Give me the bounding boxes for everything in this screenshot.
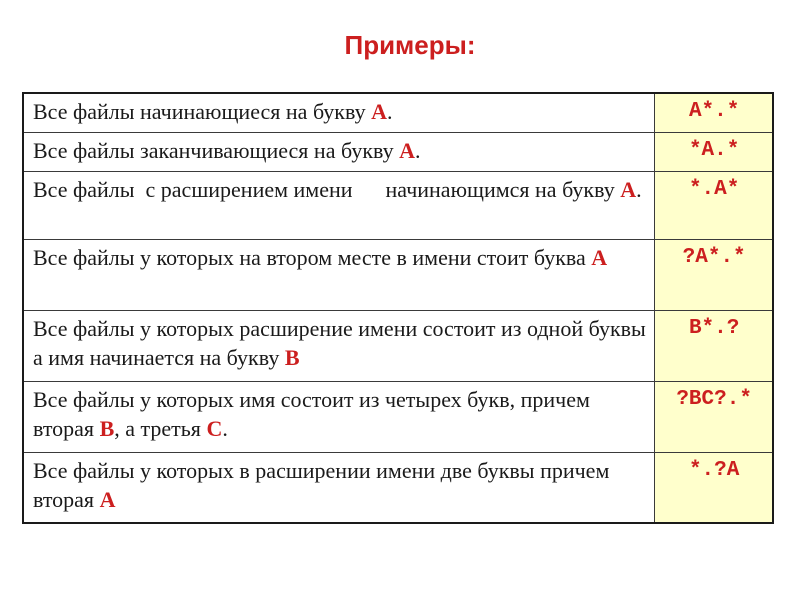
highlight-letter: А	[620, 177, 637, 202]
mask-cell: ?BC?.*	[655, 382, 773, 453]
description-tail: .	[387, 99, 393, 124]
page-title: Примеры:	[344, 30, 476, 60]
description-tail: .	[415, 138, 421, 163]
description-cell	[23, 93, 655, 133]
highlight-letter: А	[371, 99, 388, 124]
table-row	[23, 453, 773, 524]
highlight-letter: В	[284, 345, 300, 370]
mask-cell: *.?A	[655, 453, 773, 524]
description-text: Все файлы у которых на втором месте в имени стоит буква	[33, 245, 592, 270]
highlight-letter: В	[99, 416, 115, 441]
table-row	[23, 93, 773, 133]
description-cell	[23, 133, 655, 172]
highlight-letter: А	[399, 138, 416, 163]
table-row	[23, 172, 773, 240]
description-middle: , а третья	[114, 416, 207, 441]
mask-cell: *A.*	[655, 133, 773, 172]
table-row	[23, 311, 773, 382]
mask-cell: ?A*.*	[655, 240, 773, 311]
description-tail: .	[636, 177, 642, 202]
highlight-letter: А	[591, 245, 608, 270]
description-text: Все файлы с расширением имени начинающимся на букву	[33, 177, 621, 202]
description-cell	[23, 311, 655, 382]
mask-cell: A*.*	[655, 93, 773, 133]
table-row	[23, 133, 773, 172]
table-row	[23, 240, 773, 311]
description-text: Все файлы у которых имя состоит из четырех букв, причем вторая	[33, 387, 590, 441]
description-tail: .	[222, 416, 228, 441]
highlight-letter: А	[99, 487, 116, 512]
mask-cell: B*.?	[655, 311, 773, 382]
description-cell	[23, 172, 655, 240]
description-cell	[23, 453, 655, 524]
wildcard-examples-table	[22, 92, 774, 524]
description-text: Все файлы у которых расширение имени состоит из одной буквы а имя начинается на букву	[33, 316, 646, 370]
table-row	[23, 382, 773, 453]
description-text: Все файлы заканчивающиеся на букву	[33, 138, 400, 163]
description-cell	[23, 240, 655, 311]
description-text: Все файлы начинающиеся на букву	[33, 99, 372, 124]
description-text: Все файлы у которых в расширении имени две буквы причем вторая	[33, 458, 610, 512]
highlight-letter: С	[206, 416, 223, 441]
mask-cell: *.A*	[655, 172, 773, 240]
description-cell	[23, 382, 655, 453]
